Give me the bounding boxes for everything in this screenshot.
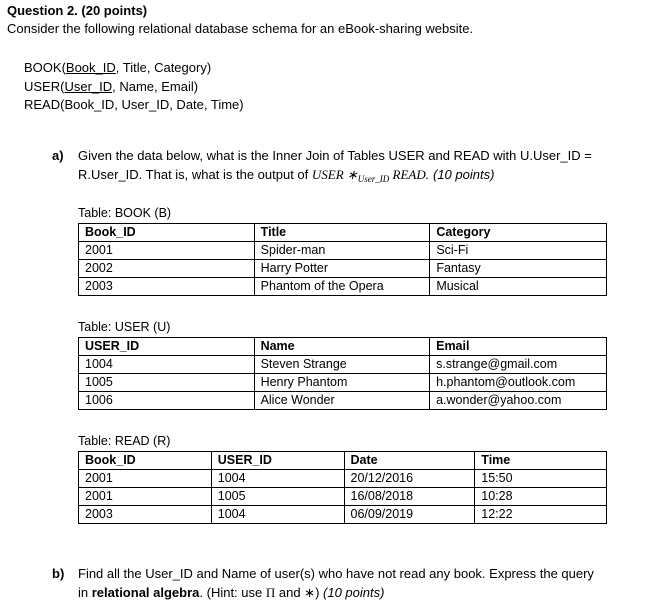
column-header: Category xyxy=(430,224,607,242)
table-cell: Fantasy xyxy=(430,260,607,278)
read-table-caption: Table: READ (R) xyxy=(78,434,171,448)
table-cell: 2001 xyxy=(79,242,255,260)
table-cell: Harry Potter xyxy=(254,260,430,278)
schema-read: READ(Book_ID, User_ID, Date, Time) xyxy=(24,97,244,112)
table-row xyxy=(79,488,607,506)
table-row xyxy=(79,470,607,488)
part-a-line2: R.User_ID. That is, what is the output of USER $∗_{User\_ID}$ READ. (10 points) xyxy=(78,167,495,184)
part-b-line1: Find all the User_ID and Name of user(s) who have not read any book. Express the query xyxy=(78,566,594,581)
table-cell: 2003 xyxy=(79,506,212,524)
question-intro: Consider the following relational database schema for an eBook-sharing website. xyxy=(7,21,474,36)
column-header: Book_ID xyxy=(79,224,255,242)
table-cell: 2002 xyxy=(79,260,255,278)
table-cell: Alice Wonder xyxy=(254,392,430,410)
table-cell: 06/09/2019 xyxy=(344,506,475,524)
column-header: Book_ID xyxy=(79,452,212,470)
table-cell: h.phantom@outlook.com xyxy=(430,374,607,392)
table-row xyxy=(79,260,607,278)
table-cell: Phantom of the Opera xyxy=(254,278,430,296)
table-cell: Henry Phantom xyxy=(254,374,430,392)
table-cell: 10:28 xyxy=(475,488,607,506)
part-b-line2: in relational algebra. (Hint: use Π and ∗) (10 points) xyxy=(78,585,385,600)
table-cell: 15:50 xyxy=(475,470,607,488)
table-cell: 1005 xyxy=(79,374,255,392)
schema-user: USER(User_ID, Name, Email) xyxy=(24,79,199,94)
part-a-label: a) xyxy=(52,148,64,163)
table-cell: 2001 xyxy=(79,488,212,506)
table-header-row xyxy=(79,338,607,356)
question-title: Question 2. (20 points) xyxy=(7,3,148,18)
table-cell: Musical xyxy=(430,278,607,296)
table-row xyxy=(79,506,607,524)
table-header-row xyxy=(79,452,607,470)
table-cell: 2001 xyxy=(79,470,212,488)
table-cell: 16/08/2018 xyxy=(344,488,475,506)
column-header: Title xyxy=(254,224,430,242)
table-cell: Steven Strange xyxy=(254,356,430,374)
book-table-caption: Table: BOOK (B) xyxy=(78,206,172,220)
table-header-row xyxy=(79,224,607,242)
book-table xyxy=(78,223,607,296)
table-row xyxy=(79,374,607,392)
table-cell: 1004 xyxy=(79,356,255,374)
table-cell: 1004 xyxy=(211,470,344,488)
column-header: USER_ID xyxy=(211,452,344,470)
table-row xyxy=(79,242,607,260)
table-cell: 2003 xyxy=(79,278,255,296)
part-b-label: b) xyxy=(52,566,65,581)
table-cell: Spider-man xyxy=(254,242,430,260)
table-cell: 12:22 xyxy=(475,506,607,524)
table-row xyxy=(79,392,607,410)
user-table-caption: Table: USER (U) xyxy=(78,320,171,334)
column-header: Email xyxy=(430,338,607,356)
column-header: Time xyxy=(475,452,607,470)
table-cell: 1004 xyxy=(211,506,344,524)
schema-book: BOOK(Book_ID, Title, Category) xyxy=(24,60,212,75)
table-cell: s.strange@gmail.com xyxy=(430,356,607,374)
part-a-line1: Given the data below, what is the Inner Join of Tables USER and READ with U.User_ID = xyxy=(78,148,592,163)
user-table xyxy=(78,337,607,410)
table-cell: 1005 xyxy=(211,488,344,506)
table-cell: 20/12/2016 xyxy=(344,470,475,488)
column-header: USER_ID xyxy=(79,338,255,356)
table-row xyxy=(79,356,607,374)
column-header: Name xyxy=(254,338,430,356)
table-cell: Sci-Fi xyxy=(430,242,607,260)
read-table xyxy=(78,451,607,524)
column-header: Date xyxy=(344,452,475,470)
table-cell: 1006 xyxy=(79,392,255,410)
table-row xyxy=(79,278,607,296)
table-cell: a.wonder@yahoo.com xyxy=(430,392,607,410)
